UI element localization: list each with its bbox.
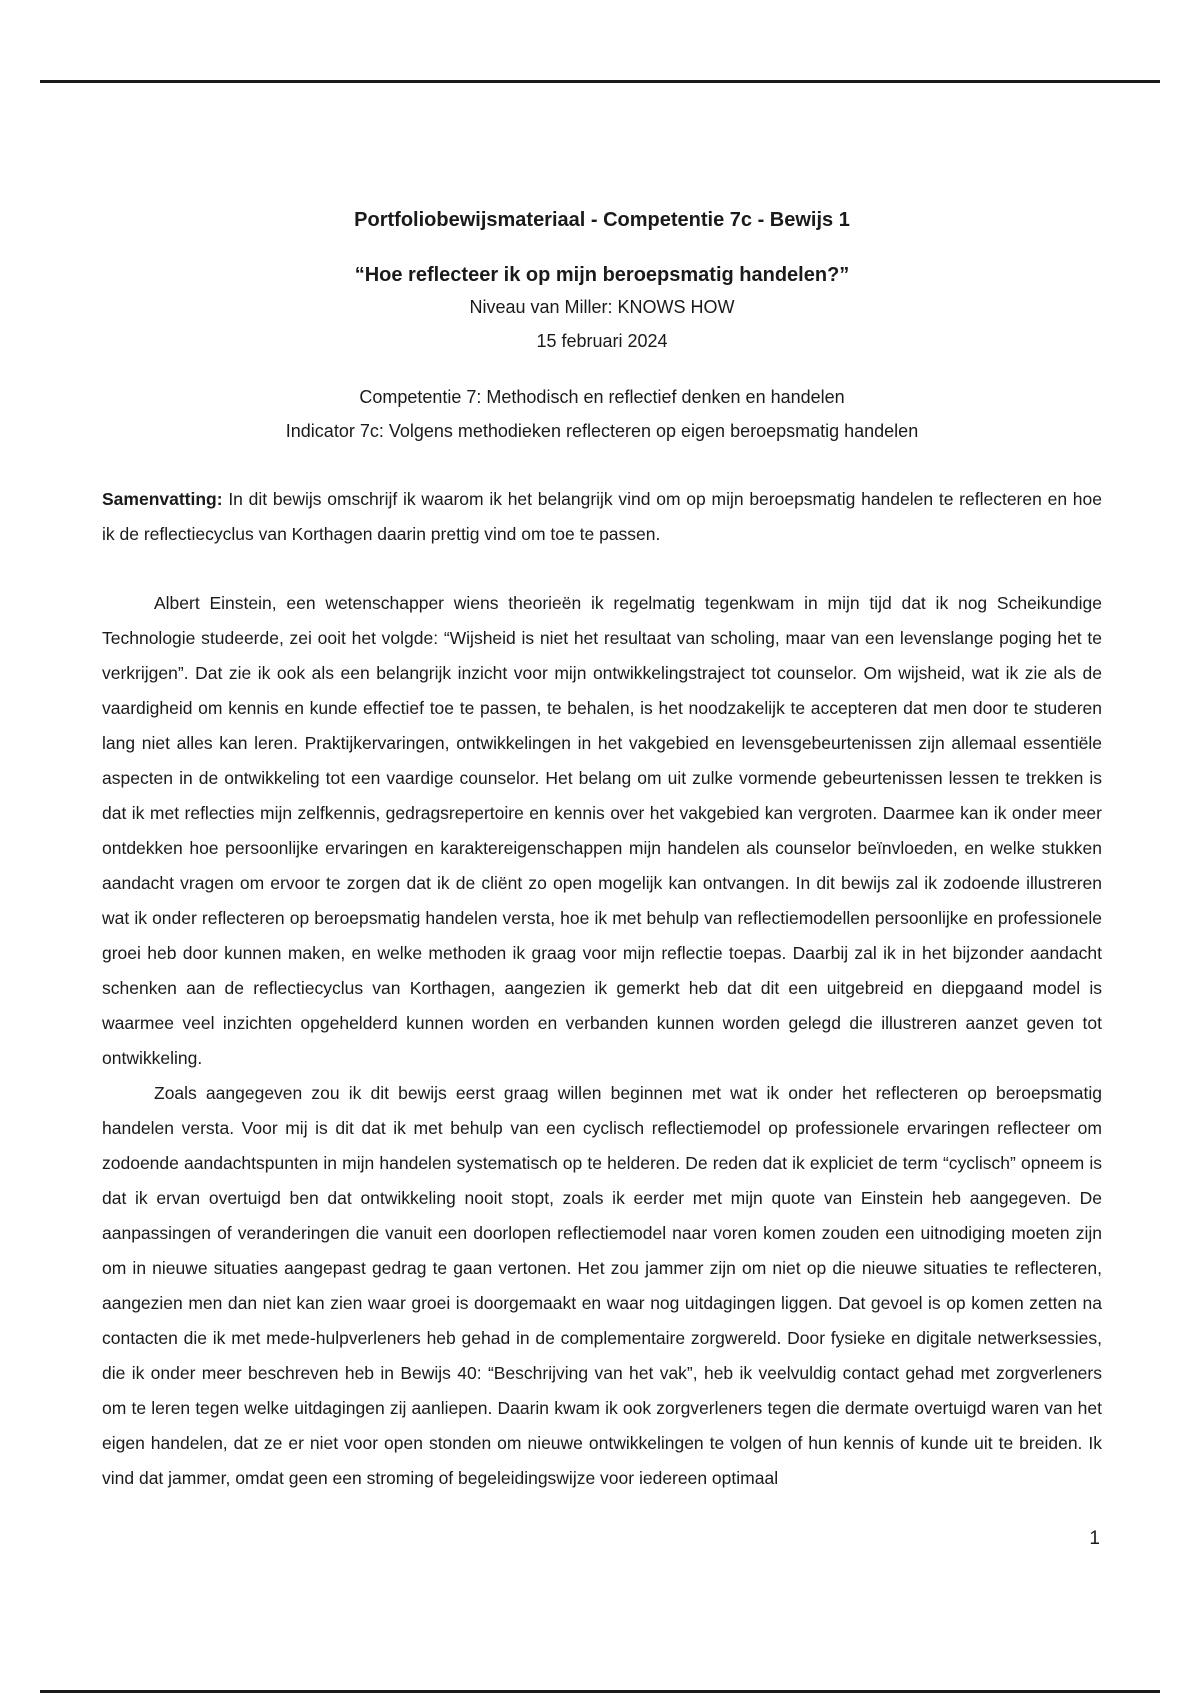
summary-text: In dit bewijs omschrijf ik waarom ik het belangrijk vind om op mijn beroepsmatig handelen te reflecteren en hoe ik de reflectiecyclus van Korthagen daarin prettig vind om toe te passen. <box>102 489 1102 544</box>
document-date: 15 februari 2024 <box>536 331 668 351</box>
summary <box>102 482 1102 552</box>
document-title: Portfoliobewijsmateriaal - Competentie 7c - Bewijs 1 <box>354 209 850 231</box>
summary-label: Samenvatting: <box>102 489 223 509</box>
indicator-line: Indicator 7c: Volgens methodieken reflecteren op eigen beroepsmatig handelen <box>285 421 919 441</box>
miller-level: Niveau van Miller: KNOWS HOW <box>469 297 735 317</box>
document-question: “Hoe reflecteer ik op mijn beroepsmatig handelen?” <box>354 264 850 286</box>
paragraph-1: Albert Einstein, een wetenschapper wiens theorieën ik regelmatig tegenkwam in mijn tijd dat ik nog Scheikundige Technologie studeerde, zei ooit het volgde: “Wijsheid is niet het resultaat van scholing, maar van een levenslange poging het te verkrijgen”. Dat zie ik ook als een belangrijk inzicht voor mijn ontwikkelingstraject tot counselor. Om wijsheid, wat ik zie als de vaardigheid om kennis en kunde effectief toe te passen, te behalen, is het noodzakelijk te accepteren dat men door te studeren lang niet alles kan leren. Praktijkervaringen, ontwikkelingen in het vakgebied en levensgebeurtenissen zijn allemaal essentiële aspecten in de ontwikkeling tot een vaardige counselor. Het belang om uit zulke vormende gebeurtenissen lessen te trekken is dat ik met reflecties mijn zelfkennis, gedragsrepertoire en kennis over het vakgebied kan vergroten. Daarmee kan ik onder meer ontdekken hoe persoonlijke ervaringen en karaktereigenschappen mijn handelen als counselor beïnvloeden, en welke stukken aandacht vragen om ervoor te zorgen dat ik de cliënt zo open mogelijk kan ontvangen. In dit bewijs zal ik zodoende illustreren wat ik onder reflecteren op beroepsmatig handelen versta, hoe ik met behulp van reflectiemodellen persoonlijke en professionele groei heb door kunnen maken, en welke methoden ik graag voor mijn reflectie toepas. Daarbij zal ik in het bijzonder aandacht schenken aan de reflectiecyclus van Korthagen, aangezien ik gemerkt heb dat dit een uitgebreid en diepgaand model is waarmee veel inzichten opgehelderd kunnen worden en verbanden kunnen worden gelegd die illustreren aanzet geven tot ontwikkeling. <box>102 593 1102 1068</box>
paragraph-2: Zoals aangegeven zou ik dit bewijs eerst graag willen beginnen met wat ik onder het reflecteren op beroepsmatig handelen versta. Voor mij is dit dat ik met behulp van een cyclisch reflectiemodel op professionele ervaringen reflecteer om zodoende aandachtspunten in mijn handelen systematisch op te helderen. De reden dat ik expliciet de term “cyclisch” opneem is dat ik ervan overtuigd ben dat ontwikkeling nooit stopt, zoals ik eerder met mijn quote van Einstein heb aangegeven. De aanpassingen of veranderingen die vanuit een doorlopen reflectiemodel naar voren komen zouden een uitnodiging moeten zijn om in nieuwe situaties aangepast gedrag te gaan vertonen. Het zou jammer zijn om niet op die nieuwe situaties te reflecteren, aangezien men dan niet kan zien waar groei is doorgemaakt en waar nog uitdagingen liggen. Dat gevoel is op komen zetten na contacten die ik met mede-hulpverleners heb gehad in de complementaire zorgwereld. Door fysieke en digitale netwerksessies, die ik onder meer beschreven heb in Bewijs 40: “Beschrijving van het vak”, heb ik veelvuldig contact gehad met zorgverleners om te leren tegen welke uitdagingen zij aanliepen. Daarin kwam ik ook zorgverleners tegen die dermate overtuigd waren van het eigen handelen, dat ze er niet voor open stonden om nieuwe ontwikkelingen te volgen of hun kennis of kunde uit te breiden. Ik vind dat jammer, omdat geen een stroming of begeleidingswijze voor iedereen optimaal <box>102 1083 1102 1488</box>
bottom-rule <box>40 1690 1160 1693</box>
page-number: 1 <box>1089 1528 1100 1549</box>
competence-line: Competentie 7: Methodisch en reflectief denken en handelen <box>359 387 845 407</box>
document-page <box>102 205 1102 1496</box>
top-rule <box>40 80 1160 83</box>
